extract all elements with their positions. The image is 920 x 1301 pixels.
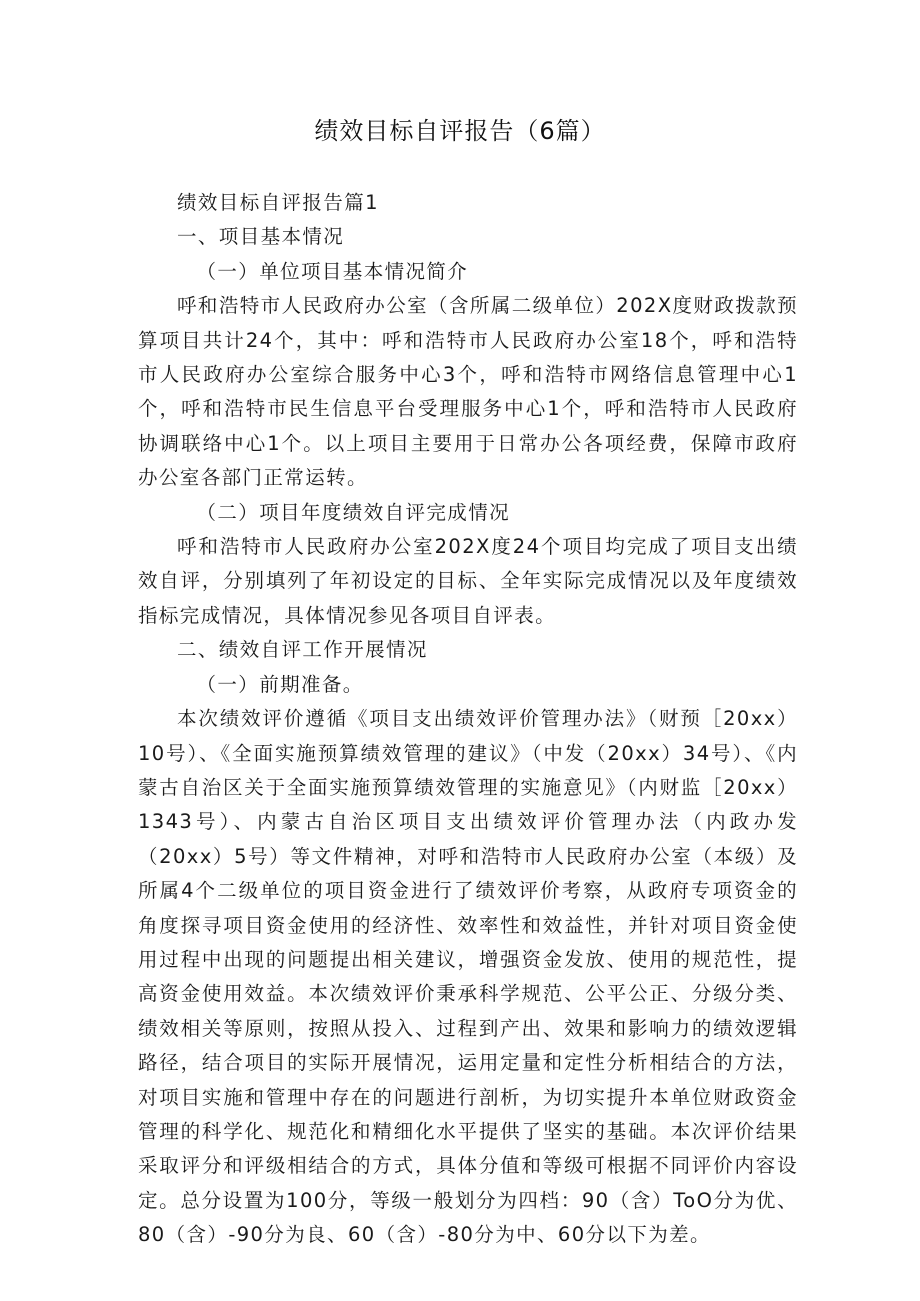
paragraph-preparation: 本次绩效评价遵循《项目支出绩效评价管理办法》（财预［20xx）10号）、《全面实施预算绩效管理的建议》（中发（20xx）34号）、《内蒙古自治区关于全面实施预算绩效管理的实施意见》（内财监［20xx）1343号）、内蒙古自治区项目支出绩效评价管理办法（内政办发（20xx）5号）等文件精神，对呼和浩特市人民政府办公室（本级）及所属4个二级单位的项目资金进行了绩效评价考察，从政府专项资金的角度探寻项目资金使用的经济性、效率性和效益性，并针对项目资金使用过程中出现的问题提出相关建议，增强资金发放、使用的规范性，提高资金使用效益。本次绩效评价秉承科学规范、公平公正、分级分类、绩效相关等原则，按照从投入、过程到产出、效果和影响力的绩效逻辑路径，结合项目的实际开展情况，运用定量和定性分析相结合的方法，对项目实施和管理中存在的问题进行剖析，为切实提升本单位财政资金管理的科学化、规范化和精细化水平提供了坚实的基础。本次评价结果采取评分和评级相结合的方式，具体分值和等级可根据不同评价内容设定。总分设置为100分，等级一般划分为四档：90（含）ToO分为优、80（含）-90分为良、60（含）-80分为中、60分以下为差。 — [138, 707, 798, 1247]
paragraph-self-eval-completion: 呼和浩特市人民政府办公室202X度24个项目均完成了项目支出绩效自评，分别填列了年初设定的目标、全年实际完成情况以及年度绩效指标完成情况，具体情况参见各项目自评表。 — [138, 535, 798, 627]
paragraph-unit-overview: 呼和浩特市人民政府办公室（含所属二级单位）202X度财政拨款预算项目共计24个，其中：呼和浩特市人民政府办公室18个，呼和浩特市人民政府办公室综合服务中心3个，呼和浩特市网络信息管理中心1个，呼和浩特市民生信息平台受理服务中心1个，呼和浩特市人民政府协调联络中心1个。以上项目主要用于日常办公各项经费，保障市政府办公室各部门正常运转。 — [138, 294, 798, 490]
document-body — [138, 186, 798, 1253]
document-title: 绩效目标自评报告（6篇） — [314, 117, 606, 145]
heading-project-basic-info: 一、项目基本情况 — [177, 225, 345, 249]
subheading-preparation: （一）前期准备。 — [196, 672, 364, 696]
heading-self-eval-work: 二、绩效自评工作开展情况 — [177, 638, 428, 662]
section-heading-part1: 绩效目标自评报告篇1 — [177, 191, 379, 214]
subheading-self-eval-completion: （二）项目年度绩效自评完成情况 — [196, 500, 511, 524]
subheading-unit-overview: （一）单位项目基本情况简介 — [196, 259, 469, 283]
